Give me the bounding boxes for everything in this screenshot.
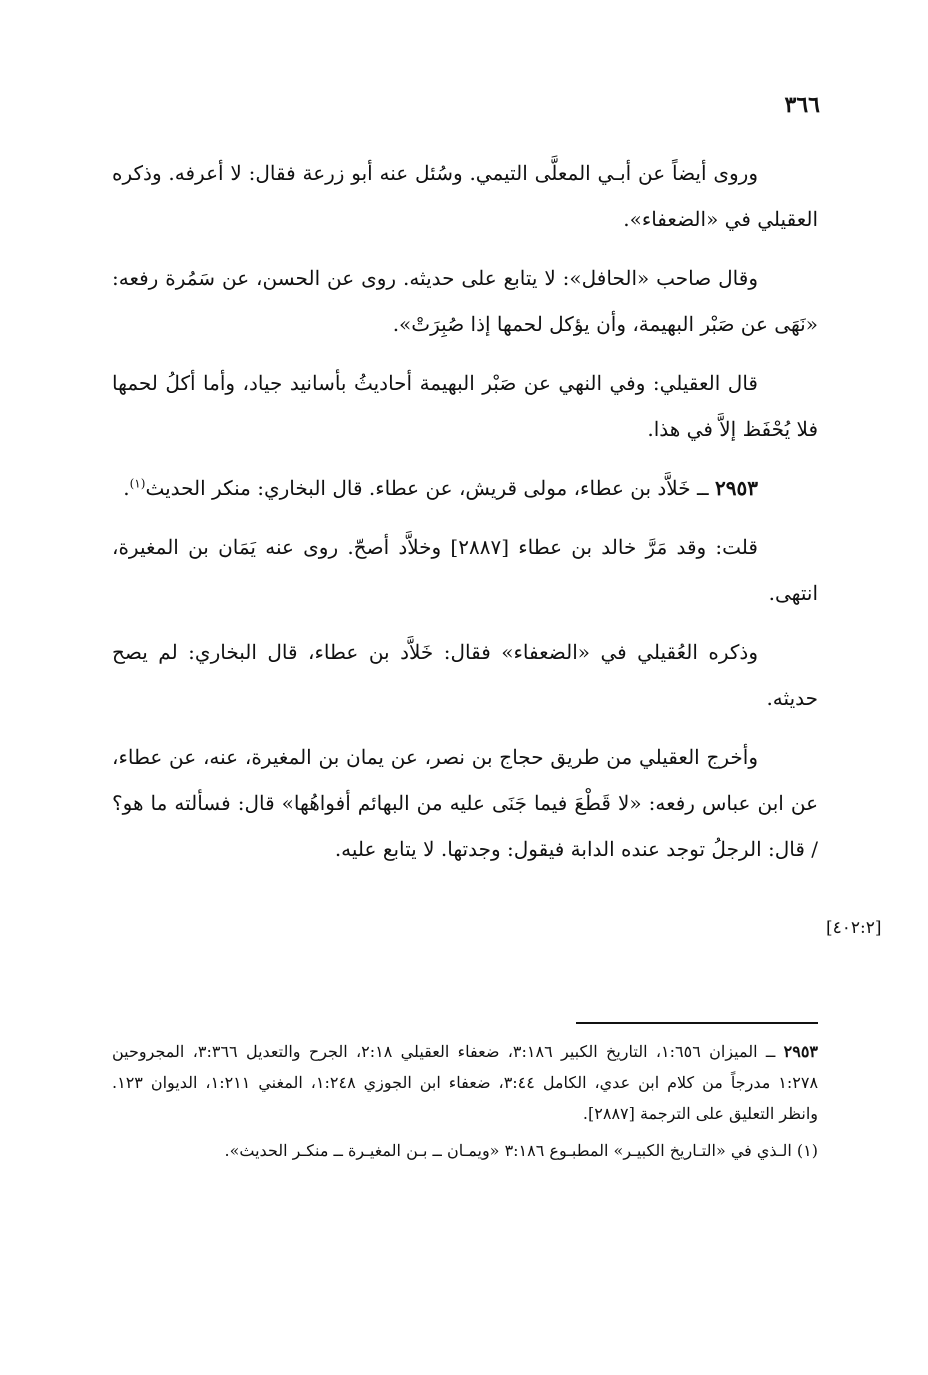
paragraph: قلت: وقد مَرَّ خالد بن عطاء [٢٨٨٧] وخلاَّد أصحّ. روى عنه يَمَان بن المغيرة، انتهى. (112, 535, 818, 605)
entry-text: ــ خَلاَّد بن عطاء، مولى قريش، عن عطاء. قال البخاري: منكر الحديث (145, 476, 716, 500)
footnote-divider (576, 1022, 818, 1024)
footnote-reference[interactable]: (١) (129, 476, 146, 491)
main-text (112, 150, 818, 885)
paragraph: وقال صاحب «الحافل»: لا يتابع على حديثه. روى عن الحسن، عن سَمُرة رفعه: «نَهَى عن صَبْر البهيمة، وأن يؤكل لحمها إذا صُبِرَتْ». (112, 266, 818, 336)
entry-paragraph (112, 465, 818, 511)
footnote-number: ٢٩٥٣ (783, 1042, 818, 1061)
footnote (112, 1036, 818, 1129)
footnote-text: الـذي في «التـاريخ الكبيـر» المطبـوع ٣:١٨٦ «ويمـان ــ بـن المغيـرة ــ منكـر الحديث». (224, 1141, 797, 1160)
page-number: ٣٦٦ (784, 92, 820, 118)
paragraph: قال العقيلي: وفي النهي عن صَبْر البهيمة أحاديثُ بأسانيد جياد، وأما أكلُ لحمها فلا يُحْفَظ إلاَّ في هذا. (112, 371, 818, 441)
paragraph: وروى أيضاً عن أبـي المعلَّى التيمي. وسُئل عنه أبو زرعة فقال: لا أعرفه. وذكره العقيلي في «الضعفاء». (112, 161, 818, 231)
footnotes (112, 1036, 818, 1172)
footnote-number: (١) (796, 1141, 818, 1160)
paragraph: وأخرج العقيلي من طريق حجاج بن نصر، عن يمان بن المغيرة، عنه، عن عطاء، عن ابن عباس رفعه: «لا قَطْعَ فيما جَنَى عليه من البهائم أفواهُها» قال: فسألته ما هو؟ / قال: الرجلُ توجد عنده الدابة فيقول: وجدتها. لا يتابع عليه. (112, 745, 818, 861)
footnote (112, 1135, 818, 1166)
entry-number: ٢٩٥٣ (715, 476, 758, 500)
paragraph: وذكره العُقيلي في «الضعفاء» فقال: خَلاَّد بن عطاء، قال البخاري: لم يصح حديثه. (112, 640, 818, 710)
footnote-text: ــ الميزان ١:٦٥٦، التاريخ الكبير ٣:١٨٦، ضعفاء العقيلي ٢:١٨، الجرح والتعديل ٣:٣٦٦، المجروحين ١:٢٧٨ مدرجاً من كلام ابن عدي، الكامل ٣:٤٤، ضعفاء ابن الجوزي ١:٢٤٨، المغني ١:٢١١، الديوان ١٢٣. وانظر التعليق على الترجمة [٢٨٨٧]. (112, 1042, 819, 1123)
entry-end: . (123, 476, 130, 500)
margin-reference: [٤٠٢:٢] (826, 918, 882, 938)
